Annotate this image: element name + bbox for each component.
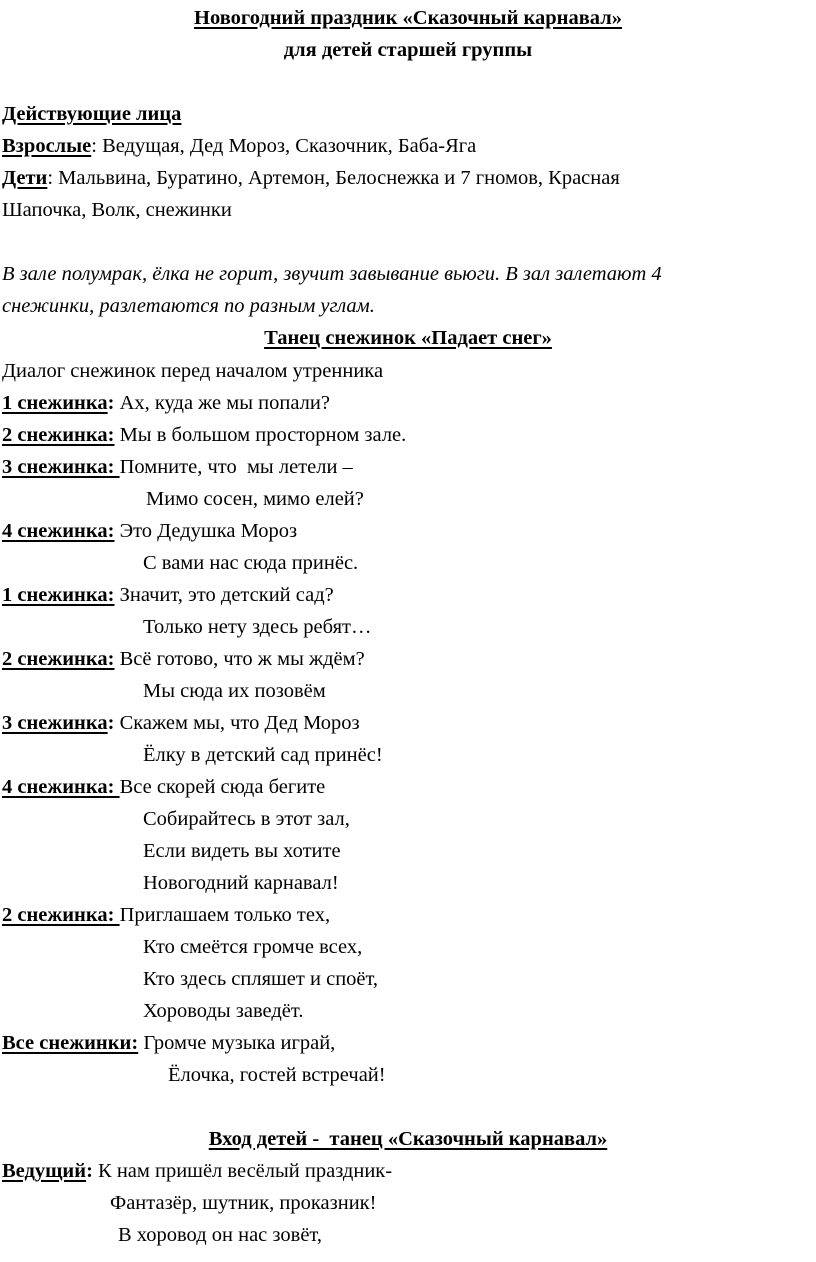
speaker-name: 2 снежинка: [2,648,115,670]
dialog-speaker-line [2,422,406,448]
speaker-name: 1 снежинка: [2,584,115,606]
cast-children-label: Дети [2,167,48,189]
dialog-text: Только нету здесь ребят… [143,616,372,638]
speaker-name: 4 снежинка: [2,776,120,798]
dialog-text: Мы в большом просторном зале. [114,424,407,446]
speaker-name: 4 снежинка: [2,520,115,542]
dialog-speaker-line [2,774,325,800]
dialog-speaker-line [2,582,334,608]
dialog-speaker-line [2,1030,335,1056]
dialog-text: Мимо сосен, мимо елей? [146,488,364,510]
speaker-name: 3 снежинка: [2,456,120,478]
dialog-text: Кто здесь спляшет и споёт, [143,968,379,990]
dialog-text: Громче музыка играй, [138,1032,336,1054]
speaker-name: 2 снежинка: [2,424,115,446]
speaker-name: 1 снежинка [2,392,108,414]
dialog-speaker-line [2,902,330,928]
stage-direction-line: В зале полумрак, ёлка не горит, звучит завывание вьюги. В зал залетают 4 [2,263,662,285]
dialog-text: Ёлочка, гостей встречай! [168,1064,386,1086]
dialog-text: К нам пришёл весёлый праздник- [92,1160,393,1182]
dialog-speaker-line [2,518,297,544]
dialog-speaker-line [2,454,353,480]
host-speaker-line [2,1158,392,1184]
speaker-name: Ведущий [2,1160,87,1182]
dialog-text: В хоровод он нас зовёт, [118,1224,322,1246]
dialog-text: Мы сюда их позовём [143,680,326,702]
dialog-text: Всё готово, что ж мы ждём? [119,648,365,670]
speaker-sep: : [107,392,115,414]
cast-adults [2,133,476,159]
dialog-speaker-line [2,710,360,736]
dialog-text: Кто смеётся громче всех, [143,936,363,958]
cast-heading: Действующие лица [2,103,182,125]
dialog-text: Ах, куда же мы попали? [119,392,330,414]
dialog-speaker-line [2,646,365,672]
dialog-intro: Диалог снежинок перед началом утренника [2,360,384,382]
dialog-text: Значит, это детский сад? [119,584,334,606]
speaker-name: 3 снежинка [2,712,108,734]
dialog-text: Фантазёр, шутник, проказник! [110,1192,377,1214]
dance-title: Танец снежинок «Падает снег» [264,327,552,349]
dialog-text: Приглашаем только тех, [119,904,331,926]
speaker-sep: : [86,1160,93,1182]
dialog-text: Если видеть вы хотите [143,840,341,862]
speaker-name: 2 снежинка: [2,904,120,926]
dialog-text: Хороводы заведёт. [143,1000,304,1022]
cast-adults-text: : Ведущая, Дед Мороз, Сказочник, Баба-Яга [91,135,477,157]
document-subtitle: для детей старшей группы [283,39,533,61]
dialog-text: Помните, что мы летели – [119,456,353,478]
cast-adults-label: Взрослые [2,135,92,157]
dialog-text: Новогодний карнавал! [143,872,339,894]
dialog-speaker-line [2,390,330,416]
document-title: Новогодний праздник «Сказочный карнавал» [194,7,622,29]
dialog-text: Все скорей сюда бегите [119,776,326,798]
stage-direction-line: снежинки, разлетаются по разным углам. [2,295,375,317]
dialog-text: Собирайтесь в этот зал, [143,808,350,830]
dance-title: Вход детей - танец «Сказочный карнавал» [208,1128,608,1150]
cast-children-text: : Мальвина, Буратино, Артемон, Белоснежка и 7 гномов, Красная [47,167,620,189]
dialog-text: Это Дедушка Мороз [119,520,298,542]
cast-children [2,165,620,191]
speaker-name: Все снежинки: [2,1032,139,1054]
dialog-text: С вами нас сюда принёс. [143,552,359,574]
dialog-text: Скажем мы, что Дед Мороз [119,712,360,734]
cast-children-continued: Шапочка, Волк, снежинки [2,199,232,221]
speaker-sep: : [107,712,115,734]
dialog-text: Ёлку в детский сад принёс! [143,744,383,766]
